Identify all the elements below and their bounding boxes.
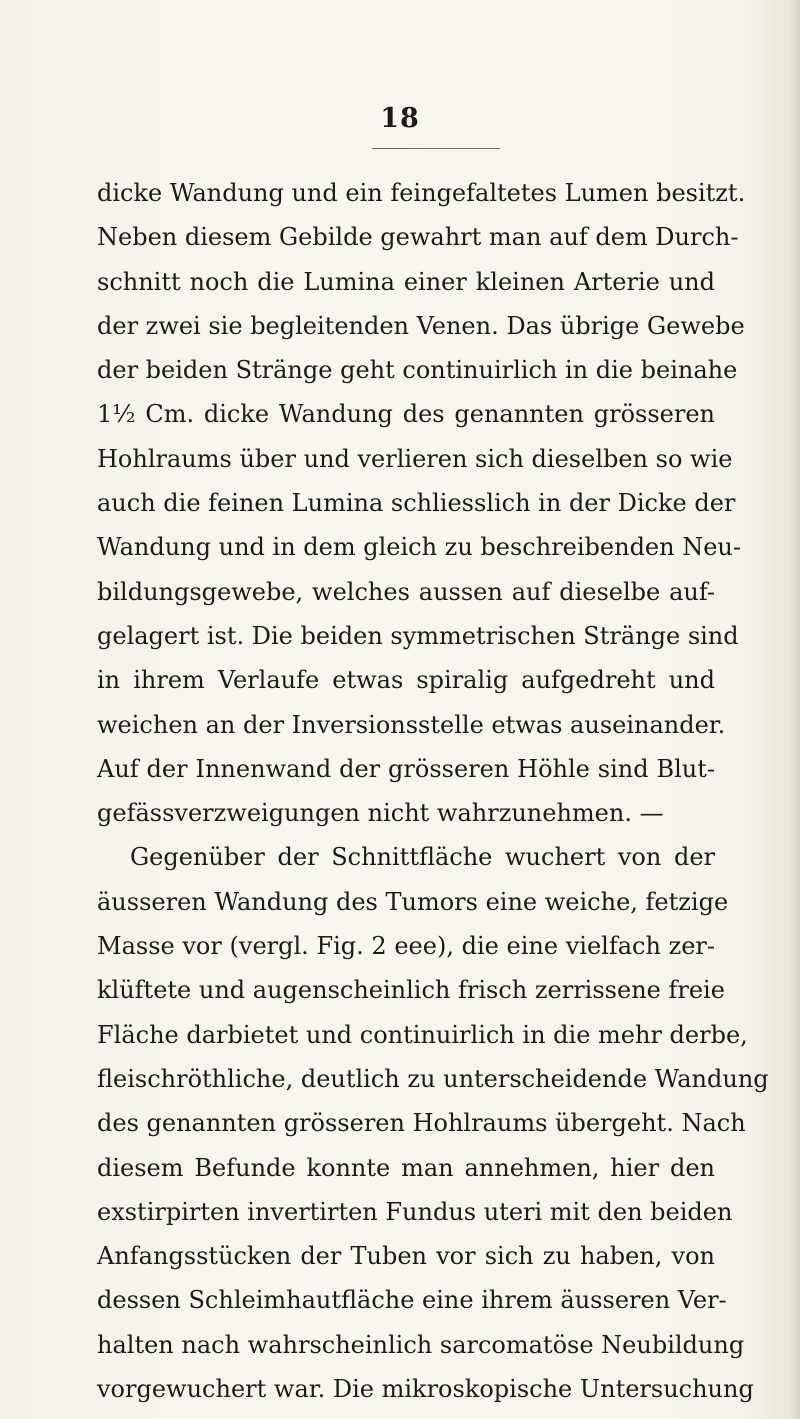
text-line: gelagert ist. Die beiden symmetrischen Stränge sind [97, 621, 739, 650]
text-line: Neben diesem Gebilde gewahrt man auf dem Durch- [97, 223, 739, 252]
text-line: fleischröthliche, deutlich zu unterscheidende Wandung [97, 1064, 769, 1093]
text-line: Masse vor (vergl. Fig. 2 eee), die eine vielfach zer- [97, 932, 715, 961]
text-line: Fläche darbietet und continuirlich in die mehr derbe, [97, 1020, 748, 1049]
text-line: auch die feinen Lumina schliesslich in der Dicke der [97, 489, 736, 518]
text-line: Gegenüber der Schnittfläche wuchert von der [130, 843, 715, 872]
text-line: des genannten grösseren Hohlraums übergeht. Nach [97, 1109, 746, 1138]
text-line: schnitt noch die Lumina einer kleinen Arterie und [97, 267, 715, 296]
text-line: Hohlraums über und verlieren sich dieselben so wie [97, 444, 733, 473]
text-line: bildungsgewebe, welches aussen auf dieselbe auf- [97, 577, 715, 606]
text-line: Anfangsstücken der Tuben vor sich zu haben, von [97, 1242, 715, 1271]
text-line: diesem Befunde konnte man annehmen, hier den [97, 1153, 715, 1182]
text-line: äusseren Wandung des Tumors eine weiche, fetzige [97, 887, 729, 916]
text-line: dicke Wandung und ein feingefaltetes Lumen besitzt. [97, 179, 746, 207]
text-line: der zwei sie begleitenden Venen. Das übrige Gewebe [97, 311, 745, 340]
text-line: klüftete und augenscheinlich frisch zerrissene freie [97, 976, 725, 1005]
text-line: in ihrem Verlaufe etwas spiralig aufgedreht und [97, 666, 715, 695]
page-edge-shadow [788, 0, 800, 1419]
text-line: exstirpirten invertirten Fundus uteri mit den beiden [97, 1197, 733, 1226]
text-line: halten nach wahrscheinlich sarcomatöse Neubildung [97, 1330, 745, 1359]
text-line: vorgewuchert war. Die mikroskopische Untersuchung [97, 1375, 754, 1404]
text-line: der beiden Stränge geht continuirlich in die beinahe [97, 356, 738, 385]
text-line: dessen Schleimhautfläche eine ihrem äusseren Ver- [97, 1286, 727, 1315]
page-number: 18 [380, 103, 420, 134]
body-text [97, 171, 769, 1411]
text-line: Auf der Innenwand der grösseren Höhle sind Blut- [97, 754, 715, 783]
text-line: weichen an der Inversionsstelle etwas auseinander. [97, 710, 726, 739]
text-line: gefässverzweigungen nicht wahrzunehmen. — [97, 799, 664, 828]
text-line: Wandung und in dem gleich zu beschreibenden Neu- [97, 533, 741, 562]
text-line: 1½ Cm. dicke Wandung des genannten grösseren [97, 400, 715, 429]
page-number-rule [372, 148, 500, 149]
